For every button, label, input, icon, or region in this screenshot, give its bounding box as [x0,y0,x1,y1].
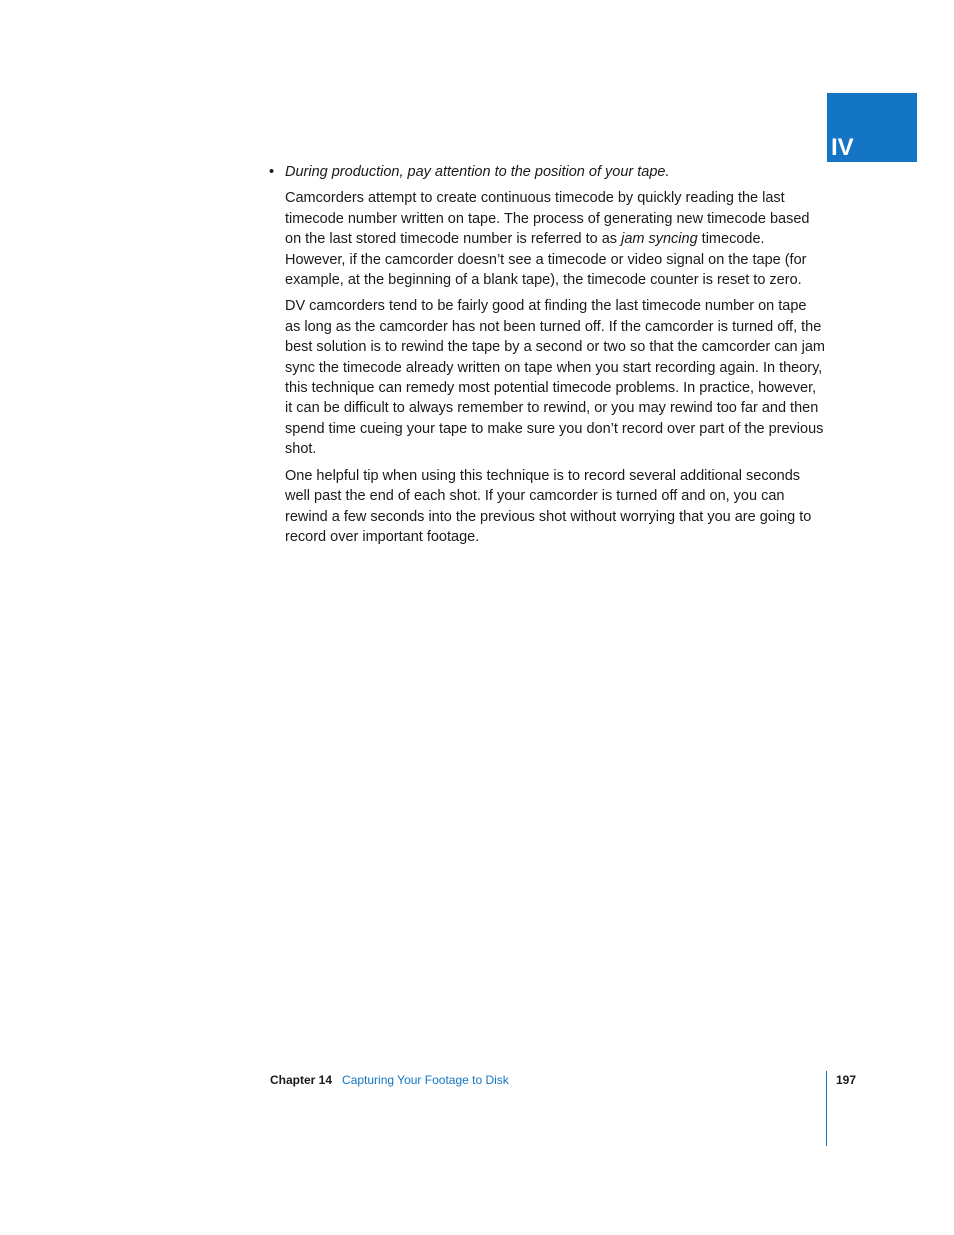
paragraph-1-part-a: Camcorders attempt to create continuous timecode by quickly reading the last timecode number written on tape. The process of generating new timecode based on the last stored timecode number is referred to as [285,190,810,248]
paragraph-2: DV camcorders tend to be fairly good at finding the last timecode number on tape as long as the camcorder has not been turned off. If the camcorder is turned off, the best solution is to rewind the tape by a second or two so that the camcorder can jam sync the timecode already written on tape when you start recording again. In theory, this technique can remedy most potential timecode problems. In practice, however, it can be difficult to always remember to rewind, or you may rewind too far and then spend time cueing your tape to make sure you don’t record over part of the previous shot. [285,298,826,458]
bullet-item [269,162,825,182]
paragraph-1 [285,188,825,290]
bullet-text: During production, pay attention to the position of your tape. [285,164,670,180]
paragraph-1-part-b: timecode. However, if the camcorder doesn’t see a timecode or video signal on the tape (for example, at the beginning of a blank tape), the timecode counter is reset to zero. [285,231,807,289]
part-tab-label: IV [831,134,854,161]
page-number: 197 [836,1073,857,1087]
paragraph-3: One helpful tip when using this technique is to record several additional seconds well past the end of each shot. If your camcorder is turned off and on, you can rewind a few seconds into the previous shot without worrying that you are going to record over important footage. [285,467,812,545]
part-tab [827,93,917,162]
page-footer [270,1072,509,1088]
paragraph-1-emphasis: jam syncing [621,231,698,248]
footer-divider [826,1071,827,1146]
chapter-title-link[interactable]: Capturing Your Footage to Disk [342,1073,509,1087]
chapter-label: Chapter 14 [270,1073,333,1087]
bullet-marker: • [269,164,275,180]
body-content [269,162,826,553]
